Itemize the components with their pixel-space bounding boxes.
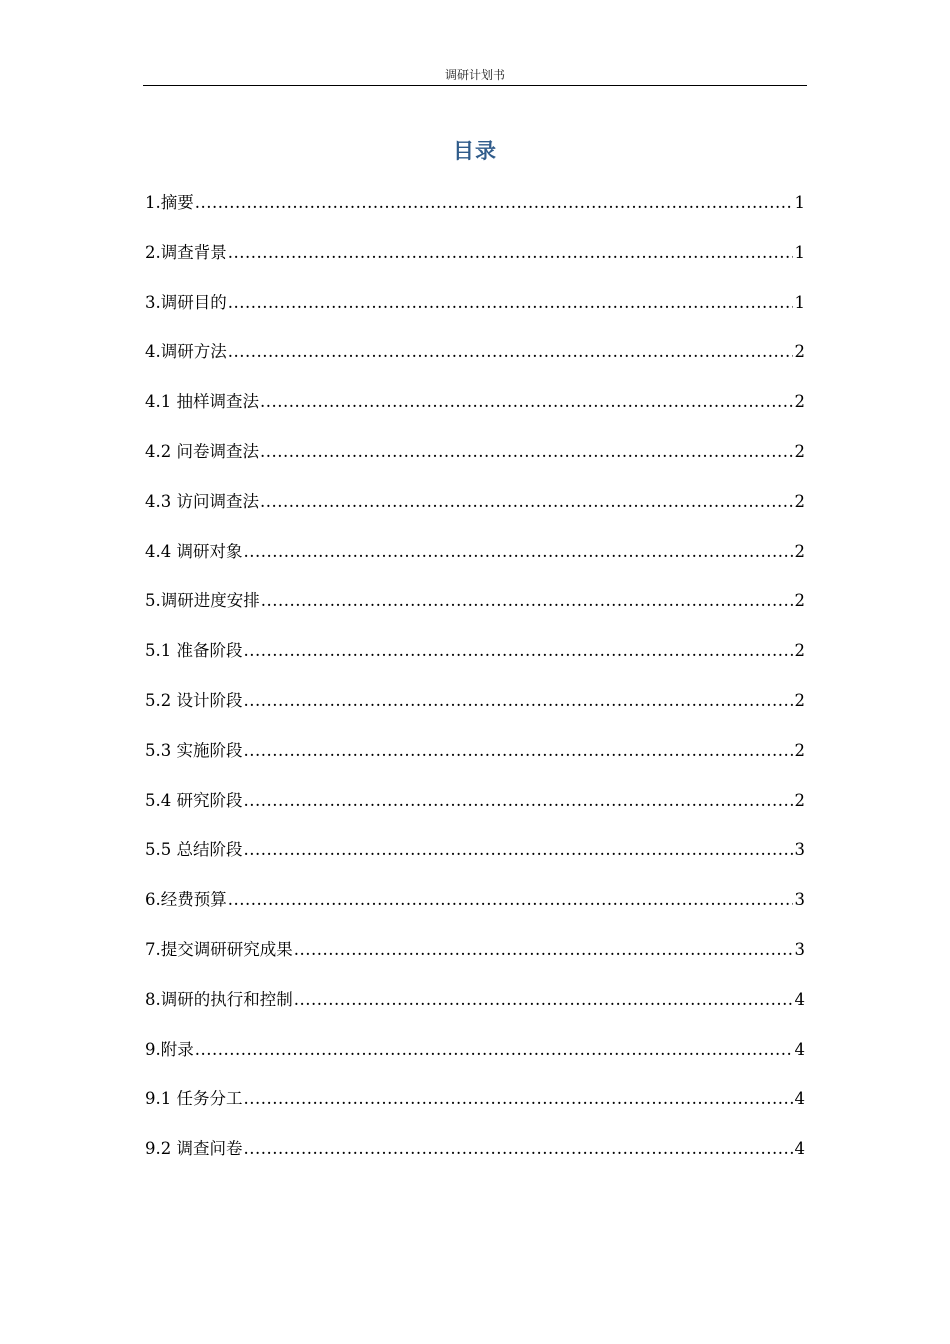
toc-entry-label: 9.1 任务分工: [145, 1089, 243, 1109]
toc-dot-leader: [260, 439, 793, 465]
toc-entry-label: 6.经费预算: [145, 890, 227, 910]
toc-page-number: 1: [794, 193, 805, 212]
toc-entry[interactable]: [145, 688, 805, 738]
toc-page-number: 2: [794, 740, 805, 760]
toc-page-number: 2: [794, 342, 805, 362]
toc-dot-leader: [244, 688, 793, 714]
toc-dot-leader: [261, 588, 793, 614]
toc-entry-label: 4.调研方法: [145, 342, 227, 362]
toc-entry-label: 5.1 准备阶段: [145, 641, 243, 661]
toc-entry[interactable]: [145, 987, 805, 1037]
toc-entry-label: 9.附录: [145, 1039, 194, 1059]
toc-entry-label: 4.2 问卷调查法: [145, 441, 259, 461]
toc-entry-label: 3.调研目的: [145, 292, 227, 312]
toc-dot-leader: [228, 290, 793, 316]
toc-entry[interactable]: [145, 290, 805, 340]
toc-entry[interactable]: [145, 588, 805, 638]
toc-page-number: 4: [794, 1039, 805, 1059]
toc-entry-label: 4.4 调研对象: [145, 541, 243, 561]
toc-dot-leader: [244, 638, 793, 664]
toc-entry-label: 7.提交调研研究成果: [145, 939, 293, 959]
toc-entry[interactable]: [145, 489, 805, 539]
toc-entry[interactable]: [145, 1037, 805, 1087]
running-header: 调研计划书: [444, 68, 505, 82]
toc-page-number: 1: [794, 242, 805, 262]
toc-entry-label: 1.摘要: [145, 193, 194, 212]
toc-entry[interactable]: [145, 788, 805, 838]
toc-page-number: 3: [794, 939, 805, 959]
toc-page-number: 4: [794, 989, 805, 1009]
toc-page-number: 2: [794, 690, 805, 710]
toc-dot-leader: [244, 837, 793, 863]
toc-entry[interactable]: [145, 539, 805, 589]
toc-entry-label: 4.1 抽样调查法: [145, 392, 259, 412]
toc-dot-leader: [244, 788, 793, 814]
toc-entry-label: 5.5 总结阶段: [145, 840, 243, 860]
toc-entry[interactable]: [145, 190, 805, 240]
toc-entry[interactable]: [145, 1086, 805, 1136]
toc-entry-label: 8.调研的执行和控制: [145, 989, 293, 1009]
toc-page-number: 2: [794, 790, 805, 810]
toc-dot-leader: [228, 339, 793, 365]
toc-entry[interactable]: [145, 937, 805, 987]
toc-entry[interactable]: [145, 439, 805, 489]
toc-dot-leader: [260, 489, 793, 515]
toc-page-number: 2: [794, 491, 805, 511]
toc-entry[interactable]: [145, 240, 805, 290]
toc-dot-leader: [195, 190, 793, 216]
toc-entry[interactable]: [145, 339, 805, 389]
toc-dot-leader: [244, 539, 793, 565]
toc-dot-leader: [244, 1136, 793, 1162]
toc-dot-leader: [260, 389, 793, 415]
toc-page-number: 2: [794, 441, 805, 461]
toc-title: 目录: [453, 138, 497, 163]
toc-dot-leader: [228, 887, 793, 913]
toc-entry-label: 4.3 访问调查法: [145, 491, 259, 511]
toc-page-number: 2: [794, 541, 805, 561]
toc-dot-leader: [228, 240, 793, 266]
toc-page-number: 4: [794, 1089, 805, 1109]
toc-page-number: 2: [794, 591, 805, 611]
toc-entry-label: 5.4 研究阶段: [145, 790, 243, 810]
toc-page-number: 2: [794, 392, 805, 412]
toc-dot-leader: [294, 937, 793, 963]
toc-entry[interactable]: [145, 837, 805, 887]
toc-page-number: 4: [794, 1139, 805, 1159]
toc-entry[interactable]: [145, 1136, 805, 1186]
toc-entry[interactable]: [145, 638, 805, 688]
toc-entry-label: 5.调研进度安排: [145, 591, 260, 611]
toc-page-number: 2: [794, 641, 805, 661]
toc-entry[interactable]: [145, 887, 805, 937]
header-rule: [143, 85, 807, 86]
toc-dot-leader: [195, 1037, 793, 1063]
toc-dot-leader: [244, 738, 793, 764]
toc-entry-label: 5.3 实施阶段: [145, 740, 243, 760]
toc-page-number: 3: [794, 890, 805, 910]
toc-page-number: 1: [794, 292, 805, 312]
toc-list: [145, 190, 805, 1186]
toc-page-number: 3: [794, 840, 805, 860]
toc-dot-leader: [294, 987, 793, 1013]
toc-entry[interactable]: [145, 738, 805, 788]
toc-entry-label: 9.2 调查问卷: [145, 1139, 243, 1159]
toc-entry-label: 5.2 设计阶段: [145, 690, 243, 710]
toc-entry-label: 2.调查背景: [145, 242, 227, 262]
toc-dot-leader: [244, 1086, 793, 1112]
toc-entry[interactable]: [145, 389, 805, 439]
